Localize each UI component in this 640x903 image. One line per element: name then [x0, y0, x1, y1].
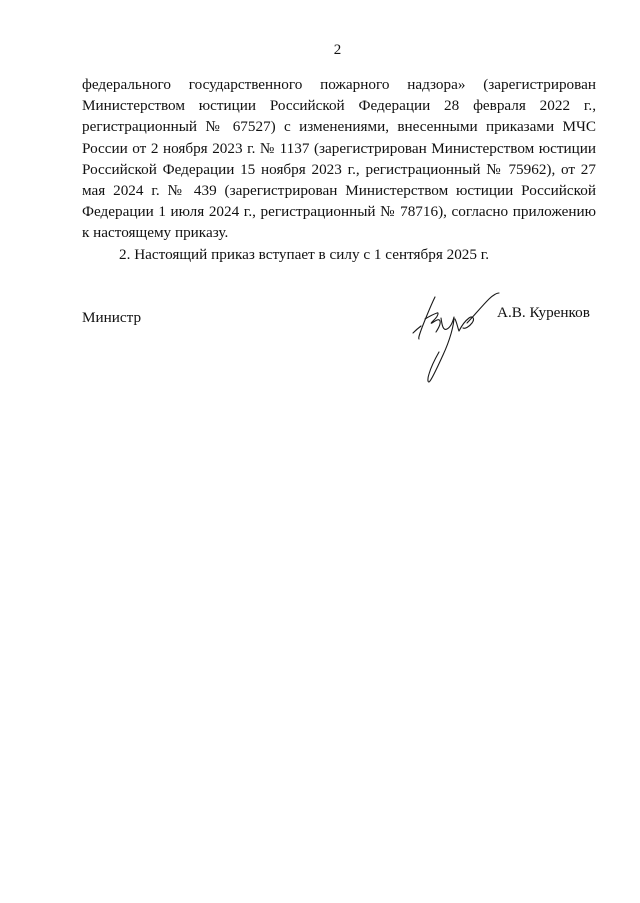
paragraph-continuation: федерального государственного пожарного надзора» (зарегистрирован Министерством юстиции Российской Федерации 28 февраля 2022 г., регистрационный № 67527) с изменениями, внесенными приказами МЧС России от 2 ноября 2023 г. № 1137 (зарегистрирован Министерством юстиции Российской Федерации 15 ноября 2023 г., регистрационный № 75962), от 27 мая 2024 г. № 439 (зарегистрирован Министерством юстиции Российской Федерации 1 июля 2024 г., регистрационный № 78716), согласно приложению к настоящему приказу. — [82, 76, 596, 242]
paragraph-effective-date: 2. Настоящий приказ вступает в силу с 1 сентября 2025 г. — [119, 245, 490, 263]
page-number: 2 — [333, 42, 342, 58]
document-body — [82, 74, 596, 265]
signatory-name: А.В. Куренков — [497, 304, 590, 321]
signatory-title: Министр — [82, 309, 142, 326]
handwritten-signature — [405, 285, 505, 385]
